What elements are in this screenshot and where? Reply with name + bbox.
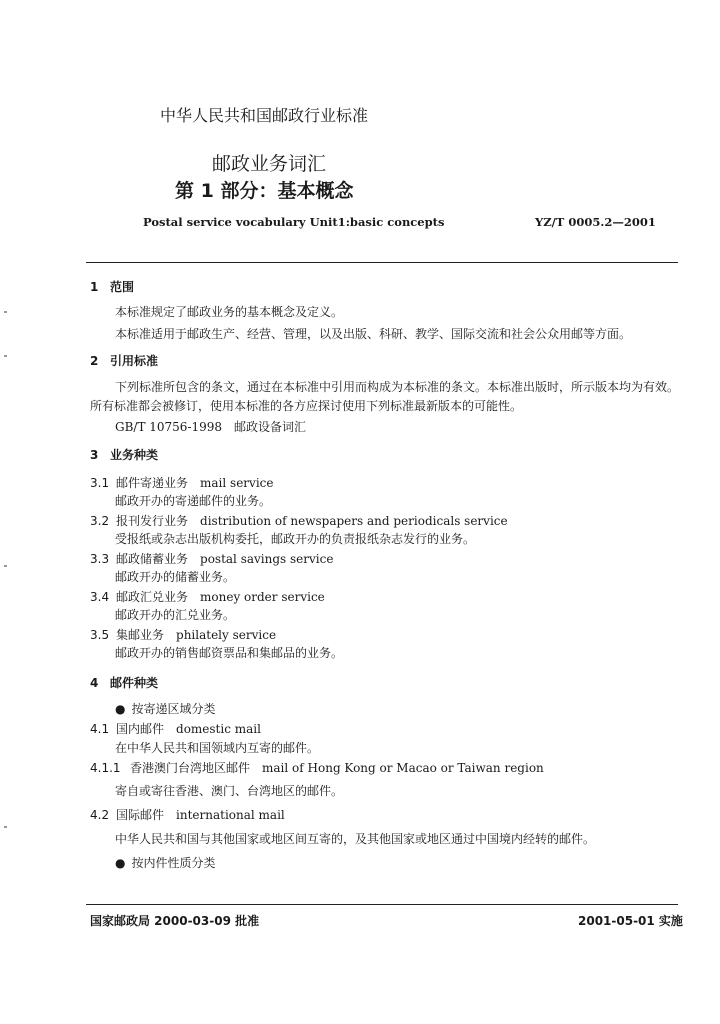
bullet-text: 按内件性质分类 — [131, 856, 216, 870]
term-cn: 邮件寄递业务 — [116, 476, 189, 490]
section-2-heading — [90, 352, 158, 369]
term-en: mail of Hong Kong or Macao or Taiwan region — [262, 761, 544, 775]
term-en: international mail — [176, 808, 285, 822]
term-3-4-def: 邮政开办的汇兑业务。 — [115, 608, 236, 622]
section-1-para-2: 本标准适用于邮政生产、经营、管理，以及出版、科研、教学、国际交流和社会公众用邮等方面。 — [115, 327, 632, 341]
term-3-4 — [90, 588, 325, 605]
section-title: 业务种类 — [110, 448, 159, 462]
scan-speck — [4, 826, 7, 828]
section-number: 1 — [90, 280, 99, 294]
bullet-icon: ● — [115, 856, 126, 870]
term-number: 3.2 — [90, 514, 110, 528]
section-number: 2 — [90, 354, 99, 368]
bullet-icon: ● — [115, 702, 126, 716]
section-2-para: 下列标准所包含的条文，通过在本标准中引用而构成为本标准的条文。本标准出版时，所示版本均为有效。所有标准都会被修订，使用本标准的各方应探讨使用下列标准最新版本的可能性。 — [90, 380, 680, 413]
section-3-heading — [90, 446, 158, 463]
standard-part-title: 第 1 部分：基本概念 — [175, 180, 354, 202]
section-1-heading — [90, 278, 134, 295]
bullet-text: 按寄递区域分类 — [131, 702, 216, 716]
footer-rule — [86, 904, 678, 905]
term-number: 4.1 — [90, 722, 110, 736]
term-cn: 邮政汇兑业务 — [116, 590, 189, 604]
classification-bullet-1 — [115, 700, 216, 717]
approval-date: 国家邮政局 2000-03-09 批准 — [90, 914, 260, 928]
term-number: 3.4 — [90, 590, 110, 604]
term-3-1-def: 邮政开办的寄递邮件的业务。 — [115, 494, 272, 508]
term-3-5-def: 邮政开办的销售邮资票品和集邮品的业务。 — [115, 646, 344, 660]
term-4-1-1 — [90, 759, 544, 776]
term-en: mail service — [200, 476, 274, 490]
english-title: Postal service vocabulary Unit1:basic concepts — [143, 215, 445, 229]
term-number: 3.5 — [90, 628, 110, 642]
scan-speck — [4, 355, 7, 357]
term-cn: 邮政储蓄业务 — [116, 552, 189, 566]
term-en: postal savings service — [200, 552, 334, 566]
section-number: 3 — [90, 448, 99, 462]
scan-speck — [4, 565, 7, 567]
section-title: 范围 — [110, 280, 135, 294]
term-number: 3.1 — [90, 476, 110, 490]
term-cn: 国际邮件 — [116, 808, 165, 822]
term-3-3-def: 邮政开办的储蓄业务。 — [115, 570, 236, 584]
term-en: money order service — [200, 590, 325, 604]
section-4-heading — [90, 674, 158, 691]
standard-title: 邮政业务词汇 — [212, 153, 327, 175]
normative-reference: GB/T 10756-1998 邮政设备词汇 — [115, 420, 307, 434]
term-en: philately service — [176, 628, 277, 642]
term-3-5 — [90, 626, 276, 643]
section-1-para-1: 本标准规定了邮政业务的基本概念及定义。 — [115, 305, 344, 319]
term-number: 3.3 — [90, 552, 110, 566]
term-3-1 — [90, 474, 273, 491]
term-4-1 — [90, 720, 261, 737]
section-title: 引用标准 — [110, 354, 159, 368]
header-rule — [86, 262, 678, 263]
effective-date: 2001-05-01 实施 — [578, 914, 683, 928]
term-cn: 报刊发行业务 — [116, 514, 189, 528]
term-number: 4.1.1 — [90, 761, 121, 775]
term-cn: 国内邮件 — [116, 722, 165, 736]
term-3-3 — [90, 550, 333, 567]
term-cn: 集邮业务 — [116, 628, 165, 642]
section-title: 邮件种类 — [110, 676, 159, 690]
term-4-1-1-def: 寄自或寄往香港、澳门、台湾地区的邮件。 — [115, 784, 344, 798]
term-cn: 香港澳门台湾地区邮件 — [130, 761, 251, 775]
scan-speck — [4, 311, 7, 313]
term-number: 4.2 — [90, 808, 110, 822]
term-3-2 — [90, 512, 508, 529]
issuing-body-title: 中华人民共和国邮政行业标准 — [160, 106, 369, 125]
term-4-2 — [90, 806, 285, 823]
section-number: 4 — [90, 676, 99, 690]
term-4-2-def: 中华人民共和国与其他国家或地区间互寄的，及其他国家或地区通过中国境内经转的邮件。 — [115, 832, 596, 846]
classification-bullet-2 — [115, 854, 216, 871]
term-en: distribution of newspapers and periodicals service — [200, 514, 508, 528]
term-en: domestic mail — [176, 722, 261, 736]
standard-code: YZ/T 0005.2—2001 — [535, 215, 656, 229]
term-4-1-def: 在中华人民共和国领域内互寄的邮件。 — [115, 741, 320, 755]
term-3-2-def: 受报纸或杂志出版机构委托，邮政开办的负责报纸杂志发行的业务。 — [115, 532, 476, 546]
